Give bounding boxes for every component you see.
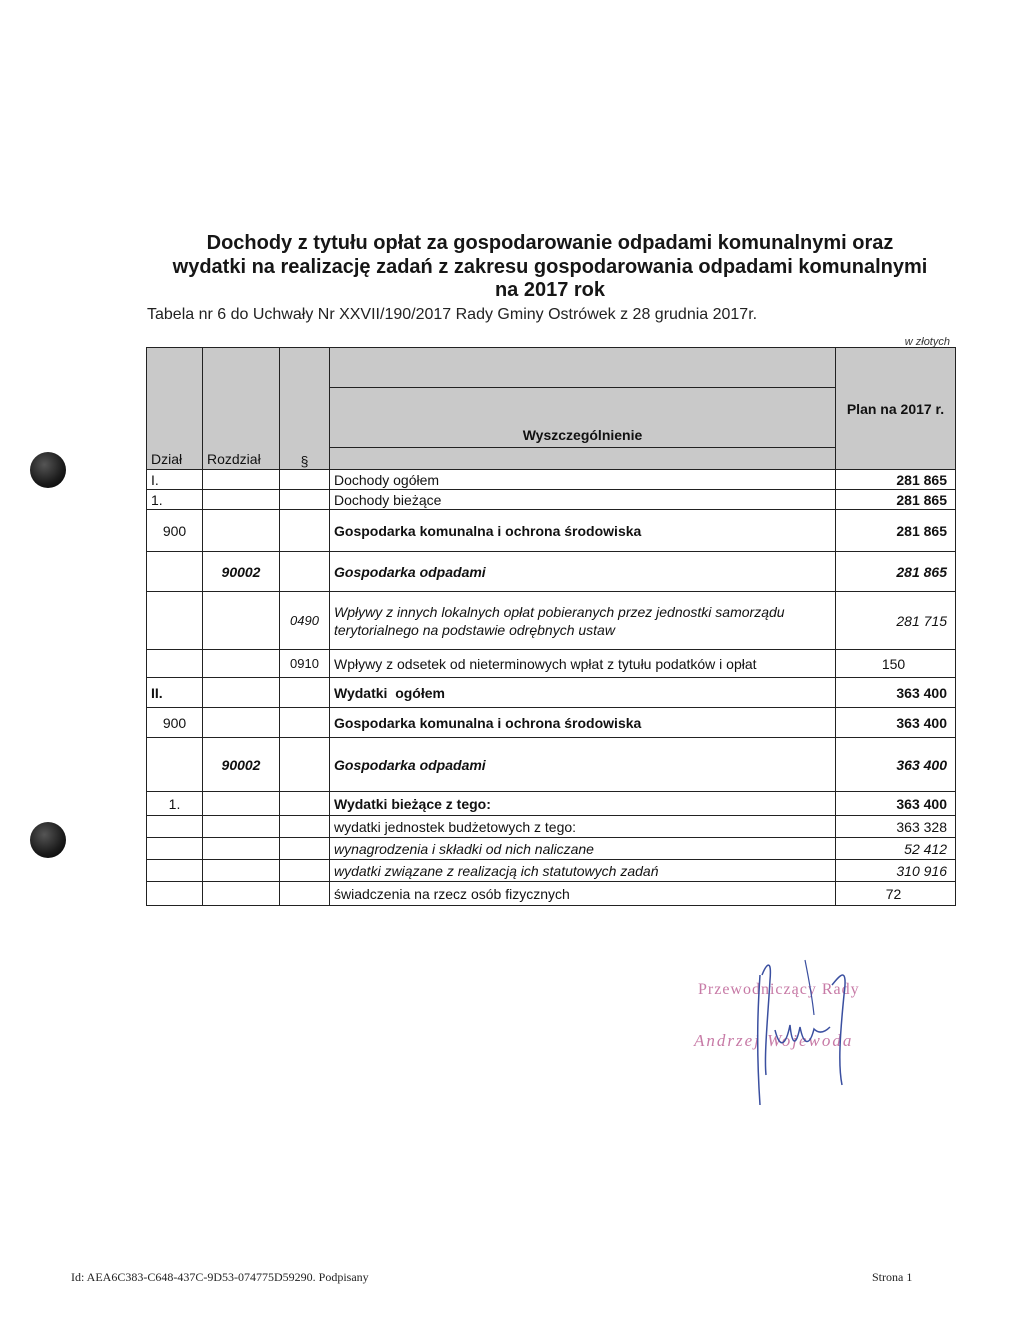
- cell-rozdzial: [203, 838, 280, 860]
- cell-rozdzial: [203, 792, 280, 816]
- table-row: [147, 838, 956, 860]
- punch-hole-top: [30, 452, 66, 488]
- cell-opis: Wpływy z odsetek od nieterminowych wpłat z tytułu podatków i opłat: [330, 650, 836, 678]
- header-blank-bottom: [330, 448, 836, 470]
- cell-plan: 363 328: [836, 816, 956, 838]
- cell-paragraf: 0490: [280, 592, 330, 650]
- cell-rozdzial: [203, 678, 280, 708]
- cell-opis: wynagrodzenia i składki od nich naliczane: [330, 838, 836, 860]
- cell-rozdzial: [203, 592, 280, 650]
- table-row: [147, 470, 956, 490]
- cell-rozdzial: [203, 882, 280, 906]
- budget-table: [146, 347, 956, 906]
- cell-plan: 363 400: [836, 792, 956, 816]
- table-row: [147, 792, 956, 816]
- cell-rozdzial: [203, 470, 280, 490]
- header-wyszczegolnienie: Wyszczególnienie: [522, 427, 643, 443]
- cell-plan: 281 865: [836, 552, 956, 592]
- cell-plan: 72: [836, 882, 956, 906]
- cell-opis: Wpływy z innych lokalnych opłat pobieranych przez jednostki samorządu terytorialnego na podstawie odrębnych ustaw: [330, 592, 836, 650]
- cell-opis: Gospodarka komunalna i ochrona środowiska: [330, 510, 836, 552]
- cell-dzial: 900: [147, 708, 203, 738]
- cell-paragraf: [280, 816, 330, 838]
- header-blank-top: [330, 348, 836, 388]
- cell-dzial: [147, 838, 203, 860]
- table-row: [147, 678, 956, 708]
- cell-dzial: 1.: [147, 792, 203, 816]
- header-paragraf: §: [300, 453, 309, 469]
- table-row: [147, 650, 956, 678]
- document-id-footer: Id: AEA6C383-C648-437C-9D53-074775D59290. Podpisany: [71, 1270, 369, 1284]
- cell-dzial: [147, 860, 203, 882]
- cell-dzial: [147, 816, 203, 838]
- cell-opis: Dochody bieżące: [330, 490, 836, 510]
- cell-rozdzial: 90002: [203, 552, 280, 592]
- cell-plan: 363 400: [836, 708, 956, 738]
- cell-paragraf: [280, 552, 330, 592]
- document-title-line-2: wydatki na realizację zadań z zakresu gospodarowania odpadami komunalnymi: [172, 256, 928, 278]
- cell-plan: 363 400: [836, 738, 956, 792]
- cell-rozdzial: [203, 510, 280, 552]
- cell-plan: 281 865: [836, 470, 956, 490]
- cell-rozdzial: [203, 860, 280, 882]
- cell-paragraf: [280, 708, 330, 738]
- header-plan-cell: [836, 348, 956, 470]
- table-row: [147, 882, 956, 906]
- table-row: [147, 552, 956, 592]
- header-rozdzial: Rozdział: [207, 451, 261, 467]
- cell-paragraf: [280, 882, 330, 906]
- cell-dzial: 1.: [147, 490, 203, 510]
- cell-dzial: [147, 738, 203, 792]
- cell-paragraf: [280, 510, 330, 552]
- cell-paragraf: [280, 792, 330, 816]
- cell-opis: Gospodarka odpadami: [330, 552, 836, 592]
- cell-dzial: [147, 552, 203, 592]
- cell-opis: Dochody ogółem: [330, 470, 836, 490]
- cell-paragraf: [280, 860, 330, 882]
- cell-plan: 281 865: [836, 490, 956, 510]
- cell-plan: 281 865: [836, 510, 956, 552]
- header-rozdzial-cell: [203, 348, 280, 470]
- cell-paragraf: [280, 838, 330, 860]
- header-row-top: [147, 348, 956, 388]
- document-title-line-3: na 2017 rok: [494, 279, 606, 301]
- cell-paragraf: [280, 490, 330, 510]
- header-dzial-cell: [147, 348, 203, 470]
- document-title-line-1: Dochody z tytułu opłat za gospodarowanie odpadami komunalnymi oraz: [206, 232, 894, 254]
- cell-opis: wydatki jednostek budżetowych z tego:: [330, 816, 836, 838]
- cell-opis: Gospodarka komunalna i ochrona środowiska: [330, 708, 836, 738]
- table-row: [147, 816, 956, 838]
- cell-plan: 363 400: [836, 678, 956, 708]
- cell-rozdzial: [203, 650, 280, 678]
- cell-dzial: [147, 650, 203, 678]
- cell-opis: Gospodarka odpadami: [330, 738, 836, 792]
- unit-note: w złotych: [904, 336, 950, 348]
- cell-dzial: 900: [147, 510, 203, 552]
- header-dzial: Dział: [151, 451, 183, 467]
- cell-plan: 150: [836, 650, 956, 678]
- cell-plan: 281 715: [836, 592, 956, 650]
- cell-rozdzial: 90002: [203, 738, 280, 792]
- table-row: [147, 860, 956, 882]
- cell-dzial: II.: [147, 678, 203, 708]
- cell-dzial: I.: [147, 470, 203, 490]
- cell-plan: 52 412: [836, 838, 956, 860]
- handwritten-signature: [720, 935, 920, 1115]
- header-plan: Plan na 2017 r.: [846, 400, 945, 417]
- header-paragraf-cell: [280, 348, 330, 470]
- page-number: Strona 1: [872, 1270, 913, 1284]
- cell-paragraf: [280, 738, 330, 792]
- cell-opis: Wydatki ogółem: [330, 678, 836, 708]
- cell-rozdzial: [203, 816, 280, 838]
- cell-opis: wydatki związane z realizacją ich statutowych zadań: [330, 860, 836, 882]
- table-row: [147, 490, 956, 510]
- table-row: [147, 592, 956, 650]
- table-row: [147, 510, 956, 552]
- cell-paragraf: 0910: [280, 650, 330, 678]
- cell-rozdzial: [203, 708, 280, 738]
- cell-dzial: [147, 592, 203, 650]
- punch-hole-bottom: [30, 822, 66, 858]
- header-wyszczegolnienie-cell: [330, 388, 836, 448]
- table-row: [147, 738, 956, 792]
- signature-stamp-title: Przewodniczący Rady: [698, 981, 860, 998]
- cell-rozdzial: [203, 490, 280, 510]
- cell-paragraf: [280, 678, 330, 708]
- signature-stamp-name: Andrzej Wojewoda: [694, 1031, 854, 1050]
- cell-opis: świadczenia na rzecz osób fizycznych: [330, 882, 836, 906]
- table-row: [147, 708, 956, 738]
- document-subtitle: Tabela nr 6 do Uchwały Nr XXVII/190/2017 Rady Gminy Ostrówek z 28 grudnia 2017r.: [147, 306, 758, 323]
- cell-dzial: [147, 882, 203, 906]
- cell-paragraf: [280, 470, 330, 490]
- cell-opis: Wydatki bieżące z tego:: [330, 792, 836, 816]
- cell-plan: 310 916: [836, 860, 956, 882]
